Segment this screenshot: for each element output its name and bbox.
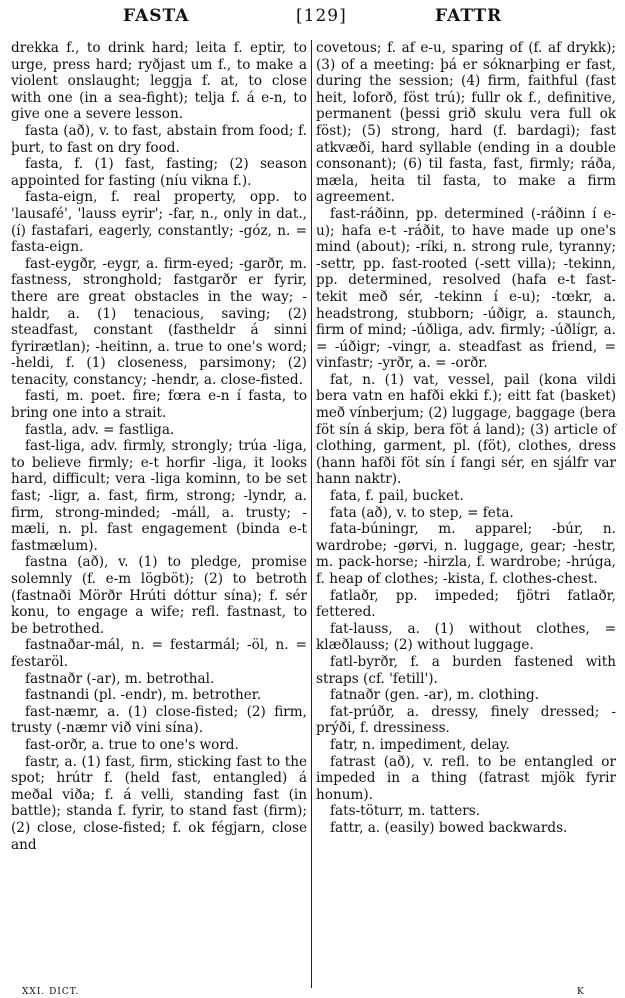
dictionary-entry: fastr, a. (1) fast, firm, sticking fast to the spot; hrútr f. (held fast, entangled) á meðal viða; f. á velli, standing fast (in battle); standa f. fyrir, to stand fast (firm); (2) close, close-fisted; f. ok fégjarn, close and	[11, 753, 307, 853]
page-number: [129]	[296, 6, 347, 26]
dictionary-entry: fat-lauss, a. (1) without clothes, = klæðlauss; (2) without luggage.	[316, 620, 616, 654]
dictionary-entry: fastnaðar-mál, n. = festarmál; -öl, n. = festaröl.	[11, 637, 307, 670]
header-last-word: FATTR	[435, 6, 503, 26]
dictionary-entry: fata (að), v. to step, = feta.	[330, 504, 514, 521]
dictionary-entry: fasta (að), v. to fast, abstain from food; f. þurt, to fast on dry food.	[11, 122, 307, 156]
dictionary-entry: fasta-eign, f. real property, opp. to 'lausafé', 'lauss eyrir'; -far, n., only in dat., (í) fastafari, eagerly, constantly; -góz, n. = fasta-eign.	[11, 189, 307, 256]
dictionary-entry: drekka f., to drink hard; leita f. eptir, to urge, press hard; ryðjast um f., to make a violent onslaught; leggja f. at, to close with one (in a sea-fight); telja f. á e-n, to give one a severe lesson.	[11, 40, 307, 123]
dictionary-entry: fata-búningr, m. apparel; -búr, n. wardrobe; -gørvi, n. luggage, gear; -hestr, m. pack-horse; -hirzla, f. wardrobe; -hrúga, f. heap of clothes; -kista, f. clothes-chest.	[316, 521, 616, 587]
dictionary-entry: fat, n. (1) vat, vessel, pail (kona vildi bera vatn en hafði ekki f.); eitt fat (basket) með vínberjum; (2) luggage, baggage (bera föt sín á skip, bera föt á land); (3) article of clothing, garment, pl. (föt), clothes, dress (hann hafði föt sín í fangi sér, en sjálfr var hann naktr).	[316, 371, 616, 488]
dictionary-entry: fastnaðr (-ar), m. betrothal.	[25, 670, 215, 687]
dictionary-entry: fatlaðr, pp. impeded; fjötri fatlaðr, fettered.	[316, 587, 616, 621]
dictionary-entry: fat-prúðr, a. dressy, finely dressed; -prýði, f. dressiness.	[316, 703, 616, 737]
dictionary-entry: fastna (að), v. (1) to pledge, promise solemnly (f. e-m lögböt); (2) to betroth (fastnaði Mörðr Hrúti dóttur sína); f. sér konu, to engage a wife; refl. fastnast, to be betrothed.	[11, 554, 307, 637]
footer-signature: XXI. DICT.	[22, 987, 80, 997]
dictionary-entry: fastla, adv. = fastliga.	[25, 421, 175, 438]
dictionary-entry: fatnaðr (gen. -ar), m. clothing.	[330, 687, 540, 704]
dictionary-entry: covetous; f. af e-u, sparing of (f. af drykk); (3) of a meeting: þá er sóknarþing er fast, during the session; (4) firm, faithful (fast heit, loforð, föst trú); fullr ok f., definitive, permanent (þessi grið skulu vera full ok föst); (5) strong, hard (f. bardagi); fast atkvæði, hard syllable (ending in a double consonant); (6) til fasta, fast, firmly; ráða, mæla, heita til fasta, to make a firm agreement.	[316, 40, 616, 206]
dictionary-entry: fast-liga, adv. firmly, strongly; trúa -liga, to believe firmly; e-t horfir -liga, it looks hard, difficult; vera -liga kominn, to be set fast; -ligr, a. fast, firm, strong; -lyndr, a. firm, strong-minded; -máll, a. trusty; -mæli, n. pl. fast engagement (binda e-t fastmælum).	[11, 438, 307, 554]
page-header	[0, 6, 625, 30]
dictionary-entry: fasti, m. poet. fire; fœra e-n í fasta, to bring one into a strait.	[11, 388, 307, 422]
dictionary-entry: fattr, a. (easily) bowed backwards.	[330, 819, 568, 836]
dictionary-entry: fatrast (að), v. refl. to be entangled or impeded in a thing (fatrast mjök fyrir honum).	[316, 753, 616, 803]
header-first-word: FASTA	[123, 6, 190, 26]
dictionary-entry: fast-eygðr, -eygr, a. firm-eyed; -garðr, m. fastness, stronghold; fastgarðr er fyrir, there are great obstacles in the way; -haldr, a. (1) tenacious, saving; (2) steadfast, constant (fastheldr á sinni fyrirætlan); -heitinn, a. true to one's word; -heldi, f. (1) closeness, parsimony; (2) tenacity, constancy; -hendr, a. close-fisted.	[11, 255, 307, 388]
dictionary-entry: fast-orðr, a. true to one's word.	[25, 736, 239, 753]
dictionary-entry: fats-töturr, m. tatters.	[330, 803, 481, 820]
dictionary-entry: fasta, f. (1) fast, fasting; (2) season appointed for fasting (níu vikna f.).	[11, 156, 307, 189]
dictionary-entry: fatl-byrðr, f. a burden fastened with straps (cf. 'fetill').	[316, 653, 616, 687]
column-divider	[311, 40, 312, 988]
dictionary-entry: fastnandi (pl. -endr), m. betrother.	[25, 687, 262, 704]
dictionary-entry: fast-ráðinn, pp. determined (-ráðinn í e-u); hafa e-t -ráðit, to have made up one's mind (about); -ríki, n. strong rule, tyranny; -settr, pp. fast-rooted (-sett villa); -tekinn, pp. determined, resolved (hafa e-t fast-tekit með sér, -tekinn í e-u); -tœkr, a. headstrong, stubborn; -úðigr, a. staunch, firm of mind; -úðliga, adv. firmly; -úðlígr, a. = -úðigr; -vingr, a. steadfast as friend, = vinfastr; -yrðr, a. = -orðr.	[316, 205, 616, 372]
dictionary-entry: fast-næmr, a. (1) close-fisted; (2) firm, trusty (-næmr við vini sína).	[11, 703, 307, 737]
right-column	[316, 40, 616, 837]
dictionary-entry: fatr, n. impediment, delay.	[330, 736, 510, 753]
left-column	[11, 40, 307, 853]
footer-mark: K	[577, 987, 585, 997]
dictionary-entry: fata, f. pail, bucket.	[330, 488, 464, 505]
